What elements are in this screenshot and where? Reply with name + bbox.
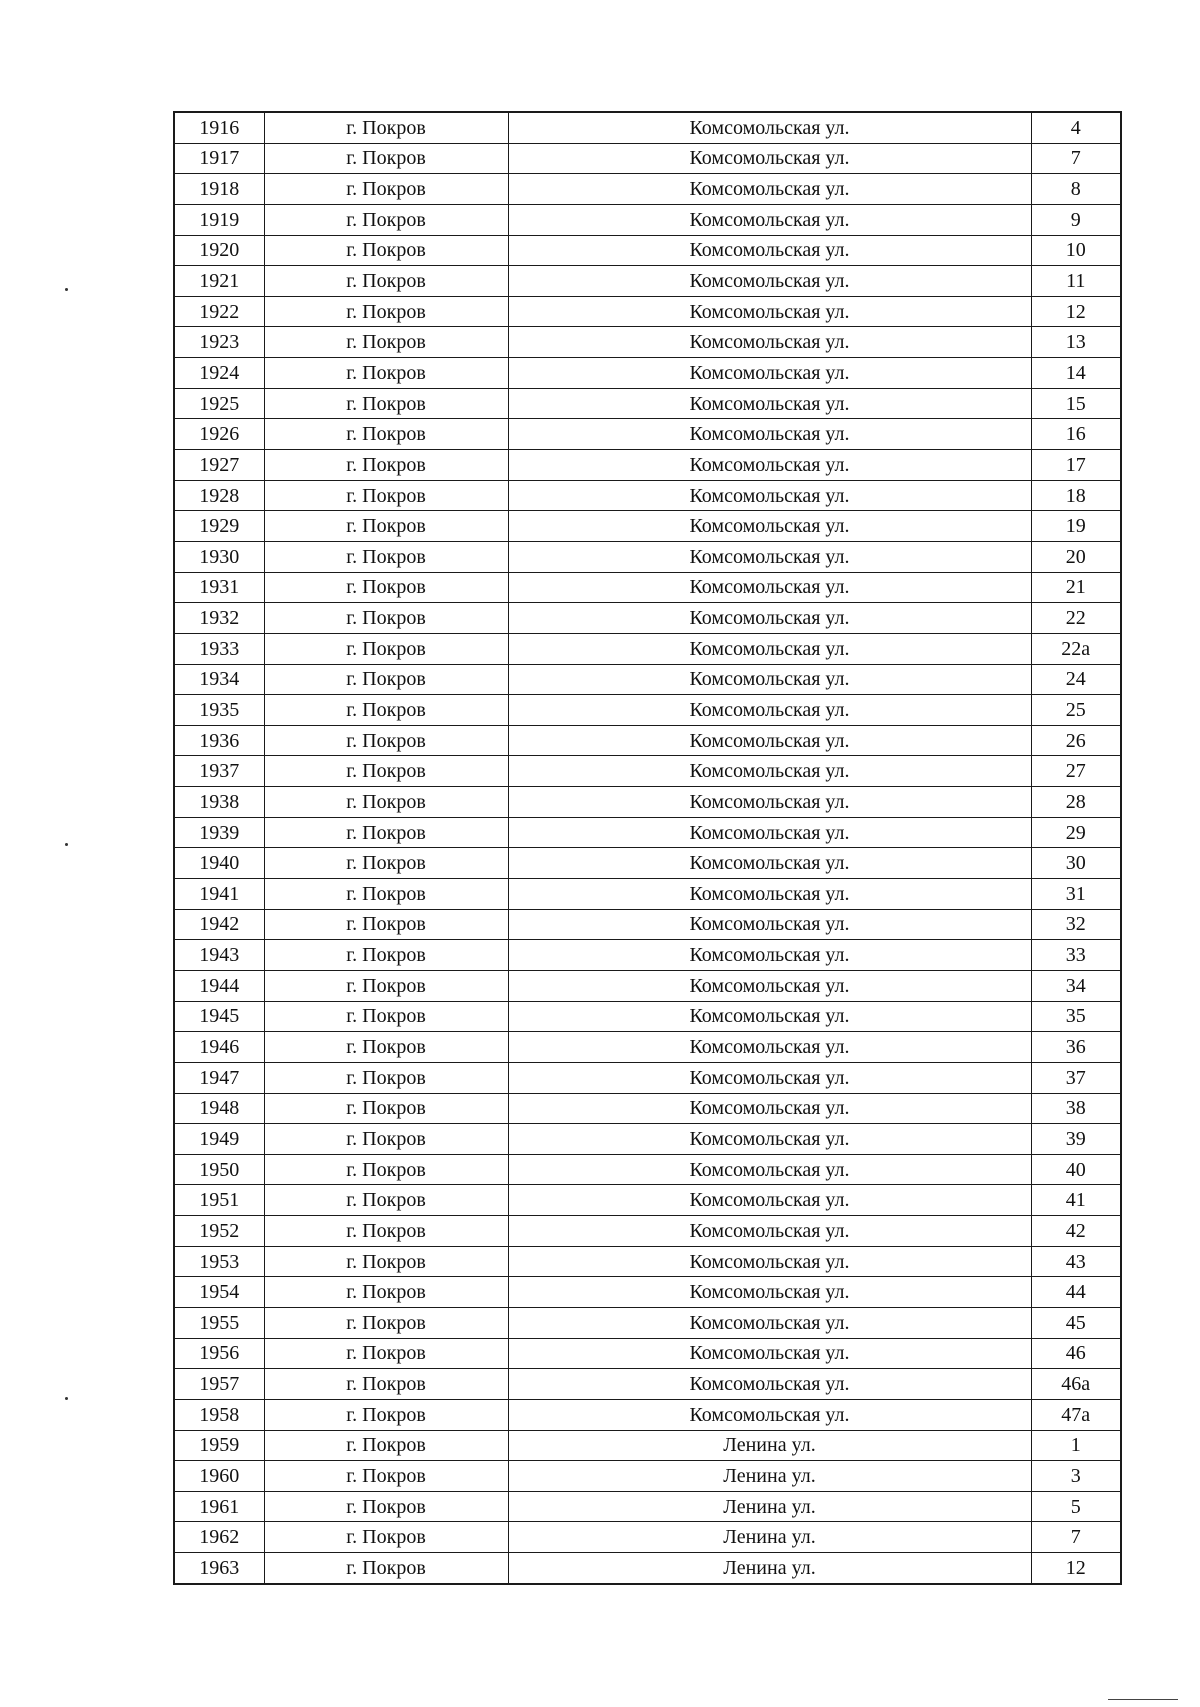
table-row: [174, 1093, 1121, 1124]
house-number-cell: 29: [1031, 817, 1121, 848]
city-cell: г. Покров: [264, 419, 508, 450]
street-cell: Комсомольская ул.: [508, 756, 1031, 787]
house-number-cell: 12: [1031, 296, 1121, 327]
record-number-cell: 1950: [174, 1154, 264, 1185]
city-cell: г. Покров: [264, 1369, 508, 1400]
house-number-cell: 20: [1031, 541, 1121, 572]
house-number-cell: 4: [1031, 112, 1121, 143]
table-row: [174, 664, 1121, 695]
house-number-cell: 13: [1031, 327, 1121, 358]
house-number-cell: 8: [1031, 174, 1121, 205]
record-number-cell: 1963: [174, 1553, 264, 1584]
city-cell: г. Покров: [264, 1307, 508, 1338]
street-cell: Комсомольская ул.: [508, 388, 1031, 419]
record-number-cell: 1961: [174, 1491, 264, 1522]
record-number-cell: 1951: [174, 1185, 264, 1216]
city-cell: г. Покров: [264, 327, 508, 358]
city-cell: г. Покров: [264, 266, 508, 297]
house-number-cell: 22а: [1031, 633, 1121, 664]
street-cell: Комсомольская ул.: [508, 879, 1031, 910]
street-cell: Комсомольская ул.: [508, 174, 1031, 205]
table-row: [174, 1246, 1121, 1277]
record-number-cell: 1933: [174, 633, 264, 664]
street-cell: Комсомольская ул.: [508, 909, 1031, 940]
table-row: [174, 1277, 1121, 1308]
record-number-cell: 1921: [174, 266, 264, 297]
city-cell: г. Покров: [264, 1522, 508, 1553]
record-number-cell: 1928: [174, 480, 264, 511]
city-cell: г. Покров: [264, 1430, 508, 1461]
city-cell: г. Покров: [264, 1185, 508, 1216]
city-cell: г. Покров: [264, 572, 508, 603]
record-number-cell: 1923: [174, 327, 264, 358]
table-row: [174, 756, 1121, 787]
street-cell: Комсомольская ул.: [508, 725, 1031, 756]
table-row: [174, 848, 1121, 879]
street-cell: Комсомольская ул.: [508, 296, 1031, 327]
house-number-cell: 45: [1031, 1307, 1121, 1338]
house-number-cell: 7: [1031, 143, 1121, 174]
city-cell: г. Покров: [264, 388, 508, 419]
record-number-cell: 1952: [174, 1216, 264, 1247]
street-cell: Комсомольская ул.: [508, 1001, 1031, 1032]
record-number-cell: 1926: [174, 419, 264, 450]
house-number-cell: 12: [1031, 1553, 1121, 1584]
city-cell: г. Покров: [264, 541, 508, 572]
house-number-cell: 47а: [1031, 1399, 1121, 1430]
house-number-cell: 18: [1031, 480, 1121, 511]
city-cell: г. Покров: [264, 633, 508, 664]
city-cell: г. Покров: [264, 1553, 508, 1584]
street-cell: Комсомольская ул.: [508, 511, 1031, 542]
city-cell: г. Покров: [264, 970, 508, 1001]
record-number-cell: 1935: [174, 695, 264, 726]
record-number-cell: 1946: [174, 1032, 264, 1063]
table-row: [174, 1124, 1121, 1155]
city-cell: г. Покров: [264, 1032, 508, 1063]
street-cell: Комсомольская ул.: [508, 235, 1031, 266]
table-row: [174, 358, 1121, 389]
house-number-cell: 42: [1031, 1216, 1121, 1247]
record-number-cell: 1947: [174, 1062, 264, 1093]
city-cell: г. Покров: [264, 1491, 508, 1522]
street-cell: Комсомольская ул.: [508, 940, 1031, 971]
city-cell: г. Покров: [264, 848, 508, 879]
record-number-cell: 1931: [174, 572, 264, 603]
record-number-cell: 1948: [174, 1093, 264, 1124]
table-row: [174, 174, 1121, 205]
city-cell: г. Покров: [264, 1338, 508, 1369]
house-number-cell: 19: [1031, 511, 1121, 542]
house-number-cell: 7: [1031, 1522, 1121, 1553]
street-cell: Комсомольская ул.: [508, 358, 1031, 389]
house-number-cell: 9: [1031, 204, 1121, 235]
record-number-cell: 1957: [174, 1369, 264, 1400]
city-cell: г. Покров: [264, 603, 508, 634]
table-row: [174, 1399, 1121, 1430]
record-number-cell: 1958: [174, 1399, 264, 1430]
record-number-cell: 1936: [174, 725, 264, 756]
house-number-cell: 34: [1031, 970, 1121, 1001]
city-cell: г. Покров: [264, 879, 508, 910]
record-number-cell: 1942: [174, 909, 264, 940]
street-cell: Комсомольская ул.: [508, 1093, 1031, 1124]
city-cell: г. Покров: [264, 1399, 508, 1430]
city-cell: г. Покров: [264, 1093, 508, 1124]
table-row: [174, 480, 1121, 511]
margin-speck: [65, 1397, 68, 1400]
table-row: [174, 1154, 1121, 1185]
city-cell: г. Покров: [264, 511, 508, 542]
house-number-cell: 10: [1031, 235, 1121, 266]
street-cell: Комсомольская ул.: [508, 541, 1031, 572]
house-number-cell: 25: [1031, 695, 1121, 726]
street-cell: Комсомольская ул.: [508, 1216, 1031, 1247]
table-row: [174, 603, 1121, 634]
house-number-cell: 33: [1031, 940, 1121, 971]
house-number-cell: 32: [1031, 909, 1121, 940]
record-number-cell: 1944: [174, 970, 264, 1001]
margin-speck: [65, 843, 68, 846]
table-row: [174, 572, 1121, 603]
city-cell: г. Покров: [264, 1246, 508, 1277]
house-number-cell: 24: [1031, 664, 1121, 695]
house-number-cell: 11: [1031, 266, 1121, 297]
record-number-cell: 1937: [174, 756, 264, 787]
street-cell: Комсомольская ул.: [508, 787, 1031, 818]
record-number-cell: 1924: [174, 358, 264, 389]
record-number-cell: 1938: [174, 787, 264, 818]
city-cell: г. Покров: [264, 1154, 508, 1185]
record-number-cell: 1922: [174, 296, 264, 327]
city-cell: г. Покров: [264, 358, 508, 389]
table-row: [174, 787, 1121, 818]
table-row: [174, 541, 1121, 572]
record-number-cell: 1959: [174, 1430, 264, 1461]
table-row: [174, 879, 1121, 910]
street-cell: Ленина ул.: [508, 1491, 1031, 1522]
street-cell: Комсомольская ул.: [508, 1399, 1031, 1430]
table-row: [174, 112, 1121, 143]
record-number-cell: 1934: [174, 664, 264, 695]
house-number-cell: 37: [1031, 1062, 1121, 1093]
city-cell: г. Покров: [264, 480, 508, 511]
table-row: [174, 419, 1121, 450]
table-row: [174, 143, 1121, 174]
house-number-cell: 21: [1031, 572, 1121, 603]
street-cell: Комсомольская ул.: [508, 1185, 1031, 1216]
city-cell: г. Покров: [264, 204, 508, 235]
house-number-cell: 30: [1031, 848, 1121, 879]
house-number-cell: 35: [1031, 1001, 1121, 1032]
table-row: [174, 940, 1121, 971]
street-cell: Комсомольская ул.: [508, 1246, 1031, 1277]
street-cell: Комсомольская ул.: [508, 1062, 1031, 1093]
city-cell: г. Покров: [264, 756, 508, 787]
table-row: [174, 266, 1121, 297]
street-cell: Комсомольская ул.: [508, 1307, 1031, 1338]
house-number-cell: 31: [1031, 879, 1121, 910]
street-cell: Комсомольская ул.: [508, 695, 1031, 726]
street-cell: Комсомольская ул.: [508, 143, 1031, 174]
street-cell: Комсомольская ул.: [508, 848, 1031, 879]
record-number-cell: 1917: [174, 143, 264, 174]
city-cell: г. Покров: [264, 235, 508, 266]
city-cell: г. Покров: [264, 174, 508, 205]
table-row: [174, 1338, 1121, 1369]
city-cell: г. Покров: [264, 787, 508, 818]
house-number-cell: 36: [1031, 1032, 1121, 1063]
house-number-cell: 46а: [1031, 1369, 1121, 1400]
street-cell: Комсомольская ул.: [508, 1277, 1031, 1308]
street-cell: Ленина ул.: [508, 1461, 1031, 1492]
table-row: [174, 1430, 1121, 1461]
table-row: [174, 511, 1121, 542]
table-row: [174, 1491, 1121, 1522]
table-row: [174, 204, 1121, 235]
house-number-cell: 43: [1031, 1246, 1121, 1277]
registry-table-body: [174, 112, 1121, 1584]
city-cell: г. Покров: [264, 112, 508, 143]
house-number-cell: 41: [1031, 1185, 1121, 1216]
city-cell: г. Покров: [264, 664, 508, 695]
house-number-cell: 44: [1031, 1277, 1121, 1308]
table-row: [174, 695, 1121, 726]
record-number-cell: 1916: [174, 112, 264, 143]
street-cell: Комсомольская ул.: [508, 572, 1031, 603]
table-row: [174, 450, 1121, 481]
record-number-cell: 1956: [174, 1338, 264, 1369]
record-number-cell: 1927: [174, 450, 264, 481]
house-number-cell: 40: [1031, 1154, 1121, 1185]
record-number-cell: 1932: [174, 603, 264, 634]
house-number-cell: 3: [1031, 1461, 1121, 1492]
street-cell: Комсомольская ул.: [508, 1154, 1031, 1185]
street-cell: Комсомольская ул.: [508, 112, 1031, 143]
street-cell: Ленина ул.: [508, 1522, 1031, 1553]
city-cell: г. Покров: [264, 725, 508, 756]
street-cell: Комсомольская ул.: [508, 327, 1031, 358]
house-number-cell: 5: [1031, 1491, 1121, 1522]
house-number-cell: 16: [1031, 419, 1121, 450]
city-cell: г. Покров: [264, 695, 508, 726]
margin-speck: [65, 288, 68, 291]
record-number-cell: 1941: [174, 879, 264, 910]
city-cell: г. Покров: [264, 296, 508, 327]
street-cell: Комсомольская ул.: [508, 1032, 1031, 1063]
house-number-cell: 14: [1031, 358, 1121, 389]
house-number-cell: 38: [1031, 1093, 1121, 1124]
house-number-cell: 15: [1031, 388, 1121, 419]
table-row: [174, 1553, 1121, 1584]
table-row: [174, 909, 1121, 940]
table-row: [174, 1001, 1121, 1032]
table-row: [174, 1369, 1121, 1400]
house-number-cell: 28: [1031, 787, 1121, 818]
street-cell: Комсомольская ул.: [508, 1338, 1031, 1369]
street-cell: Комсомольская ул.: [508, 633, 1031, 664]
table-row: [174, 1185, 1121, 1216]
street-cell: Ленина ул.: [508, 1430, 1031, 1461]
table-row: [174, 633, 1121, 664]
record-number-cell: 1918: [174, 174, 264, 205]
city-cell: г. Покров: [264, 909, 508, 940]
city-cell: г. Покров: [264, 143, 508, 174]
record-number-cell: 1962: [174, 1522, 264, 1553]
address-registry-table: [173, 111, 1122, 1585]
house-number-cell: 27: [1031, 756, 1121, 787]
record-number-cell: 1945: [174, 1001, 264, 1032]
table-row: [174, 1307, 1121, 1338]
house-number-cell: 1: [1031, 1430, 1121, 1461]
record-number-cell: 1960: [174, 1461, 264, 1492]
table-row: [174, 817, 1121, 848]
street-cell: Комсомольская ул.: [508, 204, 1031, 235]
street-cell: Комсомольская ул.: [508, 450, 1031, 481]
street-cell: Комсомольская ул.: [508, 970, 1031, 1001]
street-cell: Комсомольская ул.: [508, 419, 1031, 450]
city-cell: г. Покров: [264, 1001, 508, 1032]
table-row: [174, 235, 1121, 266]
street-cell: Комсомольская ул.: [508, 603, 1031, 634]
table-row: [174, 1032, 1121, 1063]
record-number-cell: 1919: [174, 204, 264, 235]
city-cell: г. Покров: [264, 1461, 508, 1492]
house-number-cell: 26: [1031, 725, 1121, 756]
page-edge-rule: [1108, 1699, 1178, 1700]
city-cell: г. Покров: [264, 940, 508, 971]
street-cell: Комсомольская ул.: [508, 664, 1031, 695]
table-row: [174, 327, 1121, 358]
record-number-cell: 1920: [174, 235, 264, 266]
record-number-cell: 1930: [174, 541, 264, 572]
record-number-cell: 1939: [174, 817, 264, 848]
house-number-cell: 46: [1031, 1338, 1121, 1369]
table-row: [174, 296, 1121, 327]
table-row: [174, 1062, 1121, 1093]
record-number-cell: 1940: [174, 848, 264, 879]
record-number-cell: 1929: [174, 511, 264, 542]
table-row: [174, 970, 1121, 1001]
street-cell: Ленина ул.: [508, 1553, 1031, 1584]
record-number-cell: 1943: [174, 940, 264, 971]
city-cell: г. Покров: [264, 450, 508, 481]
street-cell: Комсомольская ул.: [508, 817, 1031, 848]
city-cell: г. Покров: [264, 817, 508, 848]
house-number-cell: 17: [1031, 450, 1121, 481]
street-cell: Комсомольская ул.: [508, 480, 1031, 511]
record-number-cell: 1954: [174, 1277, 264, 1308]
street-cell: Комсомольская ул.: [508, 1124, 1031, 1155]
table-row: [174, 725, 1121, 756]
house-number-cell: 22: [1031, 603, 1121, 634]
city-cell: г. Покров: [264, 1216, 508, 1247]
street-cell: Комсомольская ул.: [508, 266, 1031, 297]
city-cell: г. Покров: [264, 1062, 508, 1093]
city-cell: г. Покров: [264, 1124, 508, 1155]
city-cell: г. Покров: [264, 1277, 508, 1308]
table-row: [174, 1216, 1121, 1247]
table-row: [174, 388, 1121, 419]
record-number-cell: 1925: [174, 388, 264, 419]
street-cell: Комсомольская ул.: [508, 1369, 1031, 1400]
record-number-cell: 1953: [174, 1246, 264, 1277]
record-number-cell: 1949: [174, 1124, 264, 1155]
table-row: [174, 1461, 1121, 1492]
house-number-cell: 39: [1031, 1124, 1121, 1155]
record-number-cell: 1955: [174, 1307, 264, 1338]
table-row: [174, 1522, 1121, 1553]
